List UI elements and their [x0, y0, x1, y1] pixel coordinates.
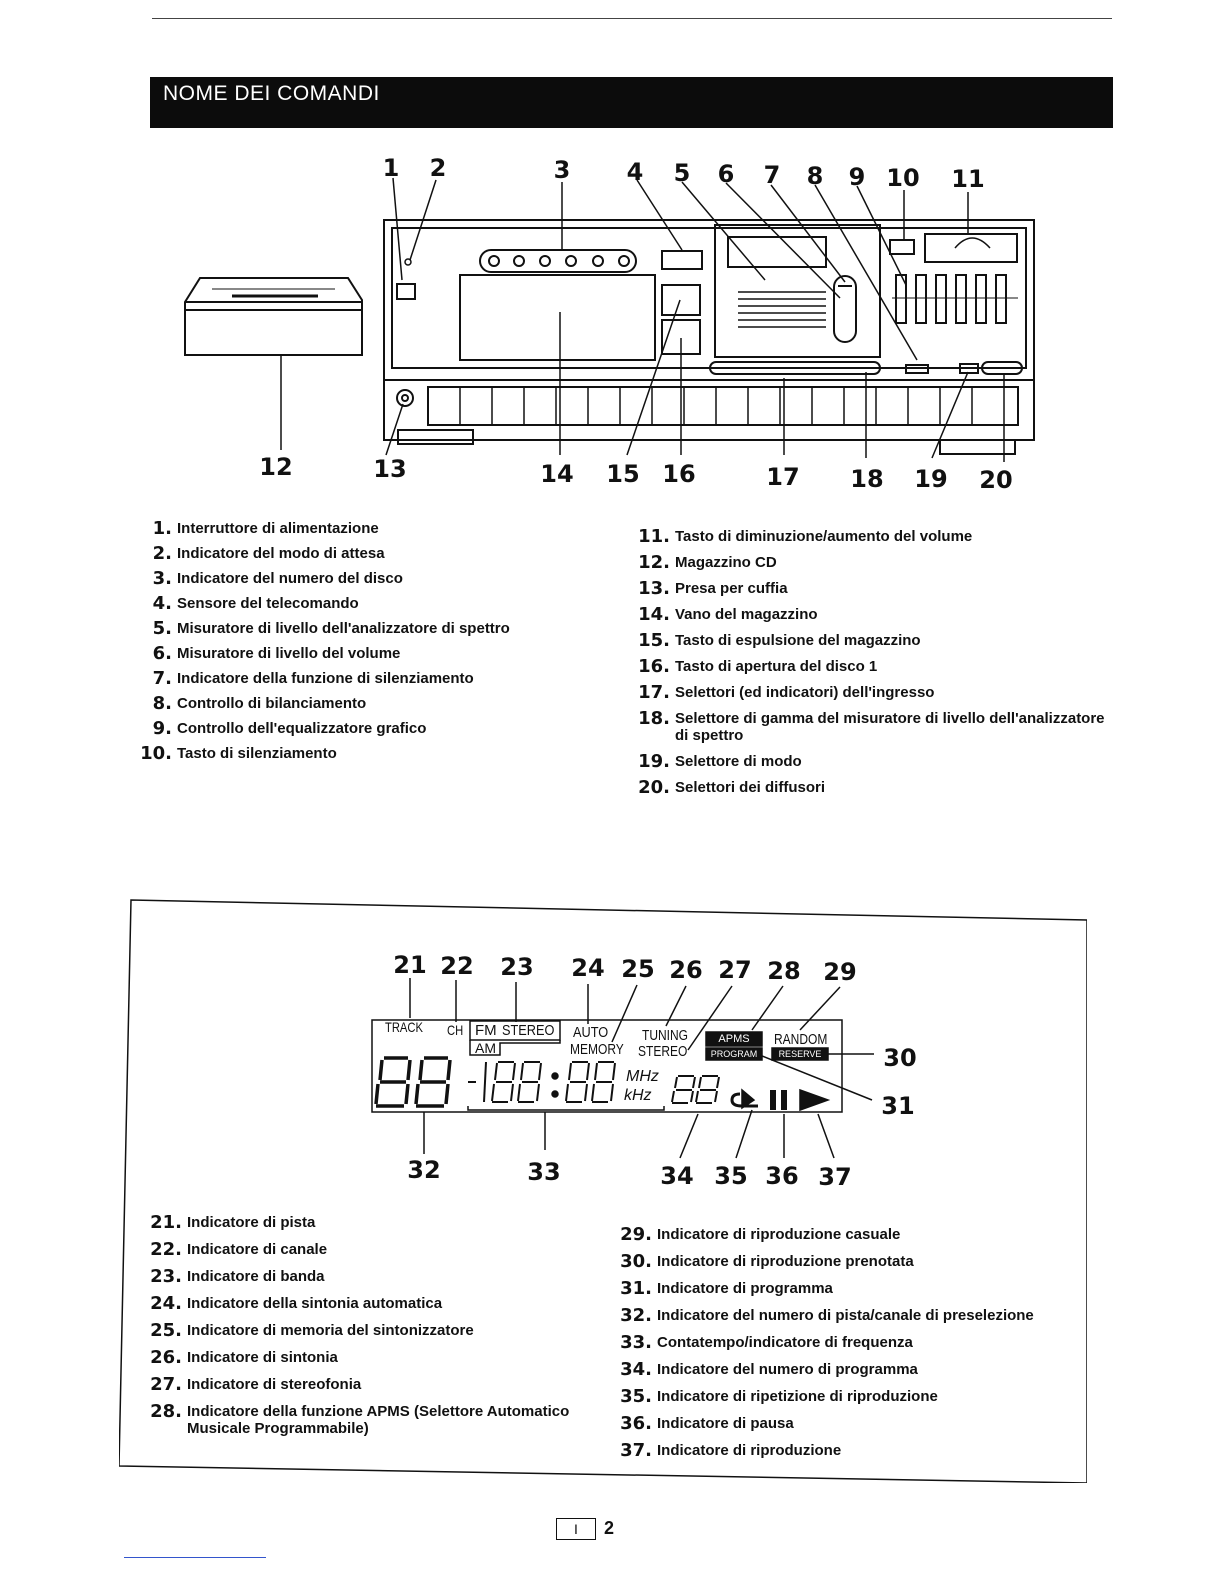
control-legend-item — [632, 554, 1107, 571]
callout-7: 7 — [763, 161, 781, 189]
auto-label: AUTO — [573, 1024, 609, 1041]
item-text: Interruttore di alimentazione — [177, 520, 379, 537]
item-text: Indicatore della sintonia automatica — [187, 1295, 443, 1312]
item-number: 4. — [152, 593, 172, 614]
indicators-list-left — [144, 1214, 594, 1447]
program-label: PROGRAM — [710, 1049, 758, 1059]
indicator-legend-item — [614, 1334, 1074, 1351]
callout-32: 32 — [407, 1156, 441, 1184]
item-text: Tasto di espulsione del magazzino — [675, 632, 921, 649]
callout-36: 36 — [765, 1162, 799, 1190]
callout-12: 12 — [259, 453, 293, 481]
item-number: 13. — [638, 578, 670, 599]
control-legend-item — [632, 658, 1107, 675]
item-text: Indicatore di pista — [187, 1214, 316, 1231]
control-legend-item — [134, 545, 604, 562]
item-number: 9. — [152, 718, 172, 739]
callout-37: 37 — [818, 1163, 852, 1191]
item-number: 17. — [638, 682, 670, 703]
callout-29: 29 — [823, 958, 857, 986]
item-number: 34. — [620, 1359, 652, 1380]
top-rule — [152, 18, 1112, 19]
callout-13: 13 — [373, 455, 407, 483]
callout-16: 16 — [662, 460, 696, 488]
item-number: 28. — [150, 1401, 182, 1422]
item-text: Indicatore di ripetizione di riproduzione — [657, 1388, 938, 1405]
fm-label: FM — [475, 1022, 497, 1039]
item-number: 30. — [620, 1251, 652, 1272]
random-label: RANDOM — [774, 1031, 828, 1048]
item-number: 23. — [150, 1266, 182, 1287]
am-label: AM — [475, 1040, 496, 1056]
callout-20: 20 — [979, 466, 1013, 494]
memory-label: MEMORY — [570, 1041, 624, 1058]
callout-14: 14 — [540, 460, 574, 488]
page-section-box — [556, 1518, 596, 1540]
item-text: Indicatore di riproduzione casuale — [657, 1226, 901, 1243]
indicator-legend-item — [614, 1388, 1074, 1405]
item-number: 5. — [152, 618, 172, 639]
item-text: Selettore di modo — [675, 753, 802, 770]
control-legend-item — [134, 745, 604, 762]
indicator-legend-item — [614, 1280, 1074, 1297]
item-text: Indicatore di canale — [187, 1241, 328, 1258]
stereo-band-label: STEREO — [502, 1022, 555, 1039]
callout-33: 33 — [527, 1158, 561, 1186]
item-number: 20. — [638, 777, 670, 798]
control-legend-item — [632, 710, 1107, 744]
callout-8: 8 — [806, 162, 824, 190]
callout-17: 17 — [766, 463, 800, 491]
item-text: Indicatore di banda — [187, 1268, 325, 1285]
control-legend-item — [134, 570, 604, 587]
callout-24: 24 — [571, 954, 605, 982]
item-number: 36. — [620, 1413, 652, 1434]
control-legend-item — [632, 632, 1107, 649]
item-text: Indicatore del numero di programma — [657, 1361, 918, 1378]
callout-30: 30 — [883, 1044, 917, 1072]
item-number: 11. — [638, 526, 670, 547]
item-number: 3. — [152, 568, 172, 589]
item-text: Indicatore di pausa — [657, 1415, 794, 1432]
item-number: 15. — [638, 630, 670, 651]
item-number: 35. — [620, 1386, 652, 1407]
callout-25: 25 — [621, 955, 655, 983]
item-number: 6. — [152, 643, 172, 664]
control-legend-item — [134, 520, 604, 537]
callout-2: 2 — [429, 154, 447, 182]
item-text: Indicatore di riproduzione — [657, 1442, 842, 1459]
item-text: Tasto di silenziamento — [177, 745, 337, 762]
item-text: Indicatore di stereofonia — [187, 1376, 362, 1393]
control-legend-item — [134, 695, 604, 712]
item-text: Sensore del telecomando — [177, 595, 359, 612]
cd-magazine-drawing — [185, 278, 362, 355]
item-number: 25. — [150, 1320, 182, 1341]
khz-label: kHz — [624, 1087, 652, 1104]
item-text: Indicatore di programma — [657, 1280, 833, 1297]
track-label: TRACK — [385, 1019, 423, 1035]
control-legend-item — [632, 606, 1107, 623]
item-text: Controllo dell'equalizzatore grafico — [177, 720, 427, 737]
item-text: Indicatore del numero di pista/canale di preselezione — [657, 1307, 1034, 1324]
indicator-legend-item — [614, 1361, 1074, 1378]
item-number: 27. — [150, 1374, 182, 1395]
item-text: Indicatore di sintonia — [187, 1349, 338, 1366]
callout-11: 11 — [951, 165, 985, 193]
item-number: 1. — [152, 518, 172, 539]
ch-label: CH — [447, 1022, 464, 1038]
indicator-legend-item — [614, 1253, 1074, 1270]
page-number: 2 — [604, 1518, 615, 1538]
tuning-label: TUNING — [642, 1027, 688, 1044]
item-text: Indicatore della funzione APMS (Selettore Automatico Musicale Programmabile) — [187, 1403, 570, 1437]
control-legend-item — [632, 580, 1107, 597]
indicator-legend-item — [144, 1241, 594, 1258]
item-text: Indicatore di memoria del sintonizzatore — [187, 1322, 474, 1339]
callout-4: 4 — [626, 158, 644, 186]
callout-21: 21 — [393, 951, 427, 979]
section-title: NOME DEI COMANDI — [163, 82, 380, 105]
item-text: Magazzino CD — [675, 554, 777, 571]
stereo-label: STEREO — [638, 1043, 688, 1060]
indicator-legend-item — [144, 1349, 594, 1366]
indicator-legend-item — [614, 1415, 1074, 1432]
callout-22: 22 — [440, 952, 474, 980]
indicator-legend-item — [614, 1307, 1074, 1324]
item-text: Indicatore di riproduzione prenotata — [657, 1253, 914, 1270]
fluorescent-display-diagram — [0, 940, 1224, 1200]
indicator-legend-item — [614, 1442, 1074, 1459]
callout-10: 10 — [886, 164, 920, 192]
item-text: Presa per cuffia — [675, 580, 788, 597]
control-legend-item — [134, 720, 604, 737]
item-number: 24. — [150, 1293, 182, 1314]
controls-list-right — [632, 528, 1107, 805]
controls-list-left — [134, 520, 604, 770]
item-text: Indicatore della funzione di silenziamento — [177, 670, 474, 687]
callout-1: 1 — [382, 154, 400, 182]
callout-34: 34 — [660, 1162, 694, 1190]
item-text: Tasto di apertura del disco 1 — [675, 658, 878, 675]
callout-6: 6 — [717, 160, 735, 188]
item-number: 2. — [152, 543, 172, 564]
indicator-legend-item — [144, 1214, 594, 1231]
indicators-list-right — [614, 1226, 1074, 1469]
callout-31: 31 — [881, 1092, 915, 1120]
apms-label: APMS — [718, 1033, 750, 1045]
callout-28: 28 — [767, 957, 801, 985]
item-text: Misuratore di livello dell'analizzatore di spettro — [177, 620, 510, 637]
page-section-label: I — [574, 1521, 578, 1537]
callout-27: 27 — [718, 956, 752, 984]
indicator-legend-item — [144, 1268, 594, 1285]
control-legend-item — [632, 779, 1107, 796]
item-number: 16. — [638, 656, 670, 677]
item-number: 7. — [152, 668, 172, 689]
indicator-legend-item — [144, 1295, 594, 1312]
callout-23: 23 — [500, 953, 534, 981]
indicator-legend-item — [144, 1376, 594, 1393]
item-number: 29. — [620, 1224, 652, 1245]
indicator-legend-item — [144, 1322, 594, 1339]
main-unit-drawing — [384, 220, 1034, 454]
indicator-legend-item — [144, 1403, 594, 1437]
callout-18: 18 — [850, 465, 884, 493]
item-number: 12. — [638, 552, 670, 573]
indicator-legend-item — [614, 1226, 1074, 1243]
item-number: 37. — [620, 1440, 652, 1461]
control-legend-item — [134, 620, 604, 637]
control-legend-item — [134, 645, 604, 662]
item-number: 14. — [638, 604, 670, 625]
item-number: 10. — [140, 743, 172, 764]
callout-19: 19 — [914, 465, 948, 493]
item-text: Controllo di bilanciamento — [177, 695, 367, 712]
callout-5: 5 — [673, 159, 691, 187]
item-number: 33. — [620, 1332, 652, 1353]
item-number: 22. — [150, 1239, 182, 1260]
item-text: Contatempo/indicatore di frequenza — [657, 1334, 913, 1351]
section-header-bar — [150, 77, 1113, 128]
mhz-label: MHz — [626, 1068, 659, 1085]
control-legend-item — [134, 595, 604, 612]
callout-15: 15 — [606, 460, 640, 488]
item-number: 26. — [150, 1347, 182, 1368]
callout-35: 35 — [714, 1162, 748, 1190]
item-number: 32. — [620, 1305, 652, 1326]
control-legend-item — [632, 753, 1107, 770]
item-number: 19. — [638, 751, 670, 772]
control-legend-item — [134, 670, 604, 687]
item-text: Selettori dei diffusori — [675, 779, 826, 796]
item-number: 31. — [620, 1278, 652, 1299]
callout-26: 26 — [669, 956, 703, 984]
device-front-panel-diagram — [0, 140, 1224, 500]
item-number: 21. — [150, 1212, 182, 1233]
reserve-label: RESERVE — [778, 1049, 822, 1059]
item-text: Misuratore di livello del volume — [177, 645, 401, 662]
callout-3: 3 — [553, 156, 571, 184]
item-number: 8. — [152, 693, 172, 714]
item-number: 18. — [638, 708, 670, 729]
item-text: Selettori (ed indicatori) dell'ingresso — [675, 684, 935, 701]
item-text: Tasto di diminuzione/aumento del volume — [675, 528, 973, 545]
control-legend-item — [632, 684, 1107, 701]
item-text: Vano del magazzino — [675, 606, 818, 623]
item-text: Indicatore del modo di attesa — [177, 545, 385, 562]
item-text: Indicatore del numero del disco — [177, 570, 403, 587]
item-text: Selettore di gamma del misuratore di livello dell'analizzatore di spettro — [675, 710, 1105, 744]
bottom-rule — [124, 1557, 266, 1558]
callout-9: 9 — [848, 163, 866, 191]
control-legend-item — [632, 528, 1107, 545]
